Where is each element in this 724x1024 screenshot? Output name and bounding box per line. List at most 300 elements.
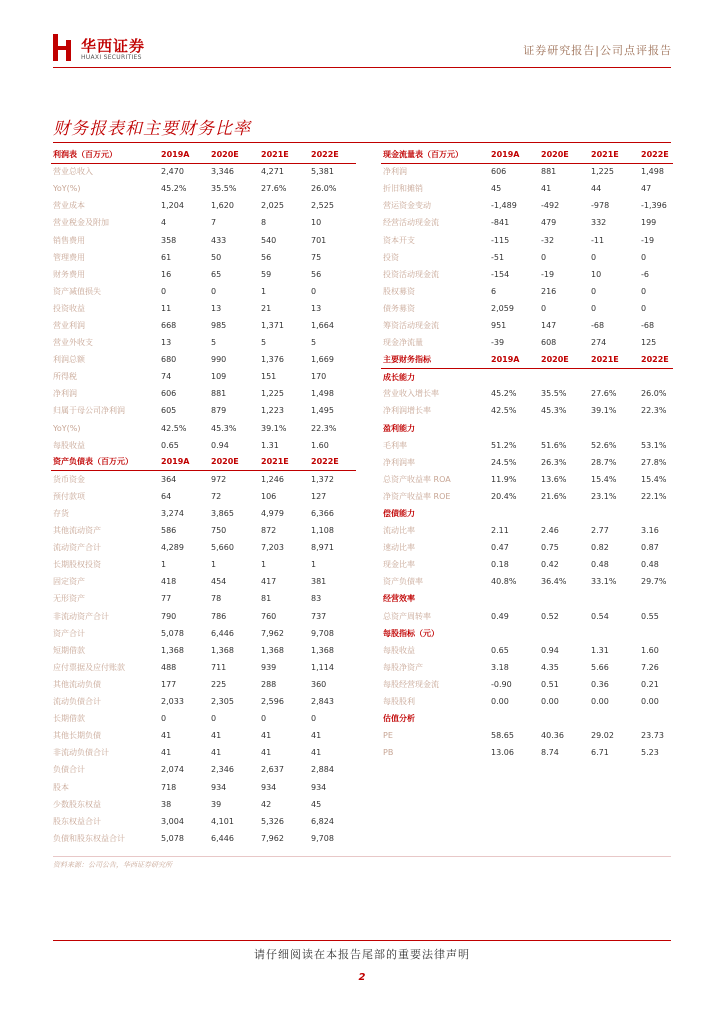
cell-value: 0.00 [641, 697, 659, 707]
cell-value: 26.3% [541, 457, 567, 467]
row-label: 营业外收支 [53, 338, 93, 348]
cell-value: 790 [161, 611, 177, 621]
cell-value: 10 [311, 218, 322, 228]
report-type: 证券研究报告|公司点评报告 [523, 44, 672, 57]
cell-value: 985 [211, 320, 227, 330]
row-label: 资产合计 [53, 628, 85, 638]
cell-value: 45.3% [541, 406, 567, 416]
cell-value: 0.48 [641, 560, 659, 570]
cell-value: 9,708 [311, 833, 334, 843]
cell-value: 540 [261, 235, 277, 245]
row-label: 净利润率 [383, 457, 415, 467]
cell-value: 360 [311, 679, 327, 689]
cell-value: 2,074 [161, 765, 184, 775]
financial-statements-table-left [51, 146, 356, 847]
row-label: 成长能力 [383, 372, 415, 382]
cell-value: 23.1% [591, 491, 617, 501]
row-label: 应付票据及应付账款 [53, 662, 125, 672]
row-label: 存货 [53, 509, 69, 519]
cell-value: 1,498 [311, 389, 334, 399]
cell-value: -68 [591, 320, 605, 330]
cell-value: -115 [491, 235, 510, 245]
cell-value: 26.0% [311, 184, 337, 194]
cell-value: 35.5% [541, 389, 567, 399]
cell-value: 1,664 [311, 320, 334, 330]
cell-value [589, 420, 639, 437]
table-row [51, 625, 356, 642]
cell-value: 0.65 [491, 645, 509, 655]
row-label: YoY(%) [53, 184, 81, 194]
table-row [381, 727, 673, 744]
cell-value: 680 [161, 355, 177, 365]
table-row [51, 727, 356, 744]
row-label: 股东权益合计 [53, 816, 101, 826]
row-label: 流动比率 [383, 526, 415, 536]
cell-value: 332 [591, 218, 607, 228]
cell-value: 5.23 [641, 748, 659, 758]
row-label: 资产负债表（百万元） [51, 454, 159, 471]
cell-value: 83 [311, 594, 322, 604]
table-row [51, 590, 356, 607]
cell-value: 50 [211, 252, 222, 262]
cell-value: 1,372 [311, 475, 334, 485]
cell-value: 27.6% [591, 389, 617, 399]
cell-value: 1.31 [591, 645, 609, 655]
source-note: 资料来源：公司公告，华西证券研究所 [53, 861, 172, 869]
row-label: 无形资产 [53, 594, 85, 604]
cell-value: 74 [161, 372, 172, 382]
table-row [51, 556, 356, 573]
cell-value: 0 [591, 303, 597, 313]
cell-value: 0.00 [591, 697, 609, 707]
cell-value: 16 [161, 269, 172, 279]
cell-value: 951 [491, 320, 507, 330]
cell-value: 737 [311, 611, 327, 621]
cell-value: 11 [161, 303, 172, 313]
cell-value: 606 [491, 167, 507, 177]
cell-value: 0.48 [591, 560, 609, 570]
table-row [381, 608, 673, 625]
row-label: 其他流动资产 [53, 526, 101, 536]
cell-value: 33.1% [591, 577, 617, 587]
table-row [381, 334, 673, 351]
row-label: PB [383, 748, 394, 758]
cell-value: 3,865 [211, 509, 234, 519]
cell-value: 15.4% [591, 474, 617, 484]
cell-value [639, 590, 673, 607]
row-label: 折旧和摊销 [383, 184, 423, 194]
cell-value: 1.31 [261, 440, 279, 450]
table-subheader-row [381, 710, 673, 727]
row-label: 每股收益 [383, 645, 415, 655]
cell-value: 0.42 [541, 560, 559, 570]
cell-value: 20.4% [491, 491, 517, 501]
table-row [51, 180, 356, 197]
cell-value: 6,366 [311, 509, 334, 519]
table-row [51, 385, 356, 402]
cell-value: 0 [641, 303, 647, 313]
table-subheader-row [381, 590, 673, 607]
cell-value: -1,396 [641, 201, 667, 211]
row-label: 债务募资 [383, 303, 415, 313]
page-number: 2 [358, 972, 366, 983]
table-row [51, 676, 356, 693]
cell-value: 934 [211, 782, 227, 792]
table-row [51, 693, 356, 710]
cell-value: 199 [641, 218, 657, 228]
table-row [51, 710, 356, 727]
brand-name-cn: 华西证券 [81, 37, 146, 55]
cell-value: 2022E [309, 146, 356, 163]
cell-value: 0 [211, 714, 217, 724]
table-row [51, 317, 356, 334]
table-row [381, 214, 673, 231]
cell-value: 0.51 [541, 679, 559, 689]
cell-value: 1,371 [261, 320, 284, 330]
table-row [51, 334, 356, 351]
cell-value: 2,033 [161, 697, 184, 707]
cell-value: 1,498 [641, 167, 664, 177]
table-row [51, 368, 356, 385]
cell-value: 4,979 [261, 509, 284, 519]
cell-value: -492 [541, 201, 560, 211]
cell-value: 1,223 [261, 406, 284, 416]
cell-value: 170 [311, 372, 327, 382]
table-row [381, 437, 673, 454]
cell-value: 0 [541, 252, 547, 262]
table-row [381, 317, 673, 334]
cell-value: 2022E [639, 351, 673, 368]
cell-value: 288 [261, 679, 277, 689]
cell-value: 786 [211, 611, 227, 621]
cell-value: 45.3% [211, 423, 237, 433]
cell-value: 3,274 [161, 509, 184, 519]
row-label: 每股股利 [383, 697, 415, 707]
cell-value: 151 [261, 372, 277, 382]
table-row [381, 573, 673, 590]
cell-value: 0.54 [591, 611, 609, 621]
row-label: 营业税金及附加 [53, 218, 109, 228]
row-label: 非流动资产合计 [53, 611, 109, 621]
cell-value: 3.16 [641, 526, 659, 536]
cell-value: 1.60 [641, 645, 659, 655]
cell-value: 13 [211, 303, 222, 313]
row-label: 短期借款 [53, 645, 85, 655]
cell-value: 8 [261, 218, 267, 228]
row-label: 资本开支 [383, 235, 415, 245]
cell-value: 2,470 [161, 167, 184, 177]
cell-value: 29.7% [641, 577, 667, 587]
table-row [51, 231, 356, 248]
row-label: 营业收入增长率 [383, 389, 439, 399]
cell-value [539, 368, 589, 385]
cell-value: 1 [311, 560, 317, 570]
cell-value: 39 [211, 799, 222, 809]
row-label: 现金净流量 [383, 338, 423, 348]
cell-value: 0 [161, 286, 167, 296]
cell-value [539, 625, 589, 642]
cell-value: 0 [161, 714, 167, 724]
cell-value: 2,884 [311, 765, 334, 775]
cell-value: 0.55 [641, 611, 659, 621]
cell-value: 4.35 [541, 662, 559, 672]
cell-value: -32 [541, 235, 555, 245]
cell-value: 59 [261, 269, 272, 279]
cell-value: 2021E [259, 146, 309, 163]
cell-value: 418 [161, 577, 177, 587]
row-label: 每股经营现金流 [383, 679, 439, 689]
cell-value: 127 [311, 491, 327, 501]
cell-value: 0.52 [541, 611, 559, 621]
cell-value: -19 [641, 235, 655, 245]
cell-value: 939 [261, 662, 277, 672]
cell-value: 5 [261, 338, 267, 348]
cell-value: 41 [311, 748, 322, 758]
table-row [51, 642, 356, 659]
section-divider [53, 142, 671, 143]
table-row [381, 659, 673, 676]
cell-value: 0.65 [161, 440, 179, 450]
row-label: 股本 [53, 782, 69, 792]
cell-value: 879 [211, 406, 227, 416]
cell-value: 2019A [489, 146, 539, 163]
cell-value: 6 [491, 286, 497, 296]
cell-value: 668 [161, 320, 177, 330]
table-row [381, 744, 673, 761]
row-label: 经营活动现金流 [383, 218, 439, 228]
cell-value: 2019A [159, 454, 209, 471]
cell-value: 274 [591, 338, 607, 348]
cell-value: 0.75 [541, 543, 559, 553]
cell-value: 2022E [309, 454, 356, 471]
row-label: 固定资产 [53, 577, 85, 587]
cell-value: 586 [161, 526, 177, 536]
row-label: 其他长期负债 [53, 731, 101, 741]
table-row [51, 778, 356, 795]
cell-value: 972 [211, 475, 227, 485]
cell-value: 2.11 [491, 526, 509, 536]
cell-value: 125 [641, 338, 657, 348]
cell-value: 5.66 [591, 662, 609, 672]
row-label: 销售费用 [53, 235, 85, 245]
table-row [381, 488, 673, 505]
cell-value: 22.3% [311, 423, 337, 433]
cell-value: 47 [641, 184, 652, 194]
cell-value: 41 [261, 731, 272, 741]
cell-value: 2020E [539, 146, 589, 163]
cell-value: 2.46 [541, 526, 559, 536]
cell-value: 488 [161, 662, 177, 672]
cell-value: 417 [261, 577, 277, 587]
cell-value: 45 [491, 184, 502, 194]
cell-value: 479 [541, 218, 557, 228]
cell-value: 1 [261, 286, 267, 296]
cell-value: 381 [311, 577, 327, 587]
cell-value: -841 [491, 218, 510, 228]
cell-value: 41 [161, 748, 172, 758]
table-header-row [381, 146, 673, 163]
cell-value: 147 [541, 320, 557, 330]
cell-value: 2020E [209, 454, 259, 471]
cell-value: 1,376 [261, 355, 284, 365]
cell-value: 1,368 [161, 645, 184, 655]
cell-value: 0 [591, 252, 597, 262]
row-label: 现金比率 [383, 560, 415, 570]
cell-value: 3,346 [211, 167, 234, 177]
cell-value: -11 [591, 235, 605, 245]
cell-value: 2,596 [261, 697, 284, 707]
cell-value: 2019A [159, 146, 209, 163]
cell-value: 1.60 [311, 440, 329, 450]
cell-value: 0.36 [591, 679, 609, 689]
cell-value: 177 [161, 679, 177, 689]
cell-value: 1,114 [311, 662, 334, 672]
cell-value: 5,078 [161, 833, 184, 843]
cell-value: 106 [261, 491, 277, 501]
cell-value: 53.1% [641, 440, 667, 450]
footer-disclaimer: 请仔细阅读在本报告尾部的重要法律声明 [254, 948, 470, 961]
cell-value: 0 [261, 714, 267, 724]
cell-value: 2,525 [311, 201, 334, 211]
table-row [381, 471, 673, 488]
cell-value: 872 [261, 526, 277, 536]
cell-value: 1 [261, 560, 267, 570]
cell-value: 39.1% [261, 423, 287, 433]
cell-value: 5 [311, 338, 317, 348]
table-row [381, 163, 673, 180]
section-title: 财务报表和主要财务比率 [53, 119, 251, 139]
table-subheader-row [381, 368, 673, 385]
cell-value: 41 [161, 731, 172, 741]
row-label: YoY(%) [53, 423, 81, 433]
cell-value: 8,971 [311, 543, 334, 553]
row-label: 速动比率 [383, 543, 415, 553]
row-label: 投资 [383, 252, 399, 262]
row-label: 所得税 [53, 372, 77, 382]
table-row [51, 249, 356, 266]
row-label: 净利润 [383, 167, 407, 177]
cell-value: 4,101 [211, 816, 234, 826]
cell-value: 42.5% [161, 423, 187, 433]
row-label: 总资产周转率 [383, 611, 431, 621]
cell-value: 51.6% [541, 440, 567, 450]
row-label: 净利润 [53, 389, 77, 399]
row-label: 归属于母公司净利润 [53, 406, 125, 416]
cell-value: 44 [591, 184, 602, 194]
cell-value: 2020E [539, 351, 589, 368]
row-label: 利润总额 [53, 355, 85, 365]
cell-value: -978 [591, 201, 610, 211]
cell-value: 0 [311, 714, 317, 724]
row-label: 营运资金变动 [383, 201, 431, 211]
cell-value: 0.49 [491, 611, 509, 621]
table-subheader-row [381, 625, 673, 642]
cell-value: 2,346 [211, 765, 234, 775]
cell-value: 40.36 [541, 731, 564, 741]
row-label: 长期借款 [53, 714, 85, 724]
cell-value: 2,637 [261, 765, 284, 775]
cell-value: 109 [211, 372, 227, 382]
table-row [51, 471, 356, 488]
table-row [51, 300, 356, 317]
cell-value: 27.6% [261, 184, 287, 194]
cell-value: 0.94 [541, 645, 559, 655]
cell-value: 3,004 [161, 816, 184, 826]
table-row [381, 693, 673, 710]
cell-value [539, 710, 589, 727]
cell-value: 65 [211, 269, 222, 279]
cell-value: 881 [211, 389, 227, 399]
cell-value: 0 [591, 286, 597, 296]
row-label: 毛利率 [383, 440, 407, 450]
cell-value: 36.4% [541, 577, 567, 587]
cell-value: -0.90 [491, 679, 512, 689]
cell-value: -51 [491, 252, 505, 262]
row-label: 每股净资产 [383, 662, 423, 672]
row-label: 管理费用 [53, 252, 85, 262]
table-row [51, 830, 356, 847]
cell-value: 72 [211, 491, 222, 501]
cell-value: 1,368 [261, 645, 284, 655]
cell-value: -39 [491, 338, 505, 348]
row-label: 营业利润 [53, 320, 85, 330]
cell-value [489, 625, 539, 642]
cell-value: 56 [311, 269, 322, 279]
cell-value: 42 [261, 799, 272, 809]
row-label: 现金流量表（百万元） [381, 146, 489, 163]
cell-value [539, 420, 589, 437]
table-row [381, 249, 673, 266]
huaxi-logo-icon [53, 34, 71, 61]
cell-value [639, 625, 673, 642]
table-row [51, 437, 356, 454]
row-label: 货币资金 [53, 475, 85, 485]
financial-statements-table-right [381, 146, 673, 761]
cell-value: 10 [591, 269, 602, 279]
cell-value: 0 [541, 303, 547, 313]
row-label: 投资活动现金流 [383, 269, 439, 279]
row-label: 主要财务指标 [381, 351, 489, 368]
cell-value: 0.00 [491, 697, 509, 707]
cell-value: 23.73 [641, 731, 664, 741]
table-row [51, 214, 356, 231]
row-label: 投资收益 [53, 303, 85, 313]
cell-value [589, 590, 639, 607]
cell-value: 7,962 [261, 628, 284, 638]
table-row [381, 266, 673, 283]
cell-value: 1,368 [311, 645, 334, 655]
row-label: 经营效率 [383, 594, 415, 604]
cell-value [539, 590, 589, 607]
cell-value: 22.3% [641, 406, 667, 416]
row-label: 资产负债率 [383, 577, 423, 587]
cell-value: 51.2% [491, 440, 517, 450]
cell-value: 2019A [489, 351, 539, 368]
header-divider [53, 67, 671, 68]
row-label: 少数股东权益 [53, 799, 101, 809]
cell-value: 0.94 [211, 440, 229, 450]
cell-value: 58.65 [491, 731, 514, 741]
cell-value: 2020E [209, 146, 259, 163]
cell-value: 3.18 [491, 662, 509, 672]
cell-value: 1,620 [211, 201, 234, 211]
row-label: PE [383, 731, 393, 741]
table-row [381, 522, 673, 539]
cell-value: 0.18 [491, 560, 509, 570]
row-label: 筹资活动现金流 [383, 320, 439, 330]
cell-value [539, 505, 589, 522]
table-row [51, 608, 356, 625]
